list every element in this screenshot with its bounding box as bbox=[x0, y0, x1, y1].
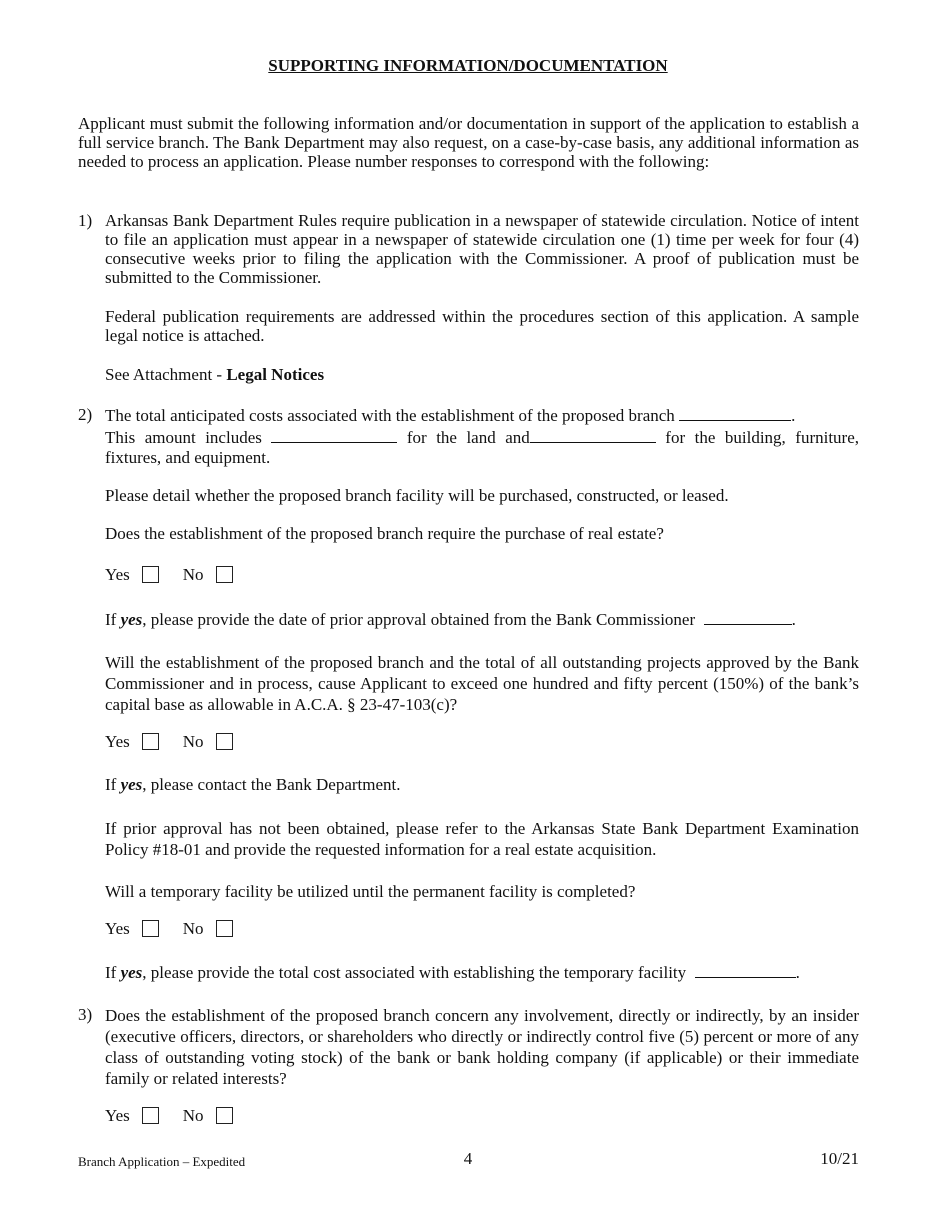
exceed-capital-question: Will the establishment of the proposed branch and the total of all outstanding projects approved by the Bank Commissioner and in process, cause Applicant to exceed one hundred and fifty percent (150%) of the bank’s capital base as allowable in A.C.A. § 23-47-103(c)? bbox=[105, 653, 859, 714]
temporary-facility-no-checkbox[interactable] bbox=[216, 920, 233, 937]
item-2-includes-line bbox=[105, 427, 859, 447]
temporary-cost-line bbox=[105, 962, 859, 982]
temporary-cost-period: . bbox=[795, 963, 800, 982]
no-label: No bbox=[182, 731, 204, 751]
prior-approval-period: . bbox=[791, 610, 796, 629]
exceed-capital-yes-no bbox=[105, 731, 233, 751]
total-cost-blank[interactable] bbox=[679, 405, 791, 421]
building-cost-blank[interactable] bbox=[530, 427, 656, 443]
attachment-name: Legal Notices bbox=[226, 365, 325, 384]
yes-emphasis: yes bbox=[120, 963, 143, 982]
building-text: for the building, furniture, bbox=[665, 428, 860, 447]
insider-involvement-yes-checkbox[interactable] bbox=[142, 1107, 159, 1124]
prior-approval-text: , please provide the date of prior approval obtained from the Bank Commissioner bbox=[142, 610, 696, 629]
real-estate-yes-no bbox=[105, 564, 233, 584]
contact-department-line bbox=[105, 775, 859, 794]
yes-label: Yes bbox=[105, 731, 130, 751]
prior-approval-line bbox=[105, 609, 859, 629]
prior-approval-not-obtained-text: If prior approval has not been obtained, please refer to the Arkansas State Bank Department Examination Policy #18-01 and provide the requested information for a real estate acquisition. bbox=[105, 819, 859, 859]
item-1-publication-paragraph: Arkansas Bank Department Rules require publication in a newspaper of statewide circulation. Notice of intent to file an application must appear in a newspaper of statewide circulation one (1) time per week for four (4) consecutive weeks prior to filing the application with the Commissioner. A proof of publication must be submitted to the Commissioner. bbox=[105, 211, 859, 287]
footer-revision: 10/21 bbox=[820, 1149, 859, 1168]
item-1-attachment-line bbox=[105, 365, 859, 384]
attachment-prefix: See Attachment - bbox=[105, 365, 227, 384]
exceed-capital-yes-checkbox[interactable] bbox=[142, 733, 159, 750]
yes-label: Yes bbox=[105, 564, 130, 584]
facility-detail-text: Please detail whether the proposed branch facility will be purchased, constructed, or leased. bbox=[105, 486, 729, 505]
real-estate-question: Does the establishment of the proposed branch require the purchase of real estate? bbox=[105, 524, 664, 543]
item-1-number: 1) bbox=[78, 211, 93, 230]
temporary-cost-blank[interactable] bbox=[695, 962, 796, 978]
land-cost-blank[interactable] bbox=[271, 427, 397, 443]
real-estate-no-checkbox[interactable] bbox=[216, 566, 233, 583]
if-word: If bbox=[105, 775, 121, 794]
temporary-facility-question: Will a temporary facility be utilized until the permanent facility is completed? bbox=[105, 882, 636, 901]
yes-emphasis: yes bbox=[120, 610, 143, 629]
temporary-facility-yes-no bbox=[105, 918, 233, 938]
if-word: If bbox=[105, 610, 121, 629]
insider-involvement-yes-no bbox=[105, 1105, 233, 1125]
no-label: No bbox=[182, 564, 204, 584]
fixtures-text: fixtures, and equipment. bbox=[105, 448, 271, 467]
if-word: If bbox=[105, 963, 121, 982]
page-title: SUPPORTING INFORMATION/DOCUMENTATION bbox=[268, 56, 668, 75]
item-3-number: 3) bbox=[78, 1005, 93, 1024]
insider-involvement-no-checkbox[interactable] bbox=[216, 1107, 233, 1124]
exceed-capital-no-checkbox[interactable] bbox=[216, 733, 233, 750]
item-2-number: 2) bbox=[78, 405, 93, 424]
no-label: No bbox=[182, 1105, 204, 1125]
includes-text: This amount includes bbox=[105, 428, 262, 447]
footer-page-number: 4 bbox=[463, 1149, 473, 1168]
temporary-facility-yes-checkbox[interactable] bbox=[142, 920, 159, 937]
item-1-federal-paragraph: Federal publication requirements are addressed within the procedures section of this application. A sample legal notice is attached. bbox=[105, 307, 859, 345]
insider-involvement-question: Does the establishment of the proposed branch concern any involvement, directly or indirectly, by an insider (executive officers, directors, or shareholders who directly or indirectly control five (5) percent or more of any class of outstanding voting stock) of the bank or bank holding company (if applicable) or their immediate family or related interests? bbox=[105, 1006, 859, 1088]
yes-emphasis: yes bbox=[120, 775, 143, 794]
prior-approval-date-blank[interactable] bbox=[704, 609, 792, 625]
item-2-cost-line bbox=[105, 405, 859, 425]
contact-text: , please contact the Bank Department. bbox=[142, 775, 401, 794]
intro-paragraph: Applicant must submit the following information and/or documentation in support of the application to establish a full service branch. The Bank Department may also request, on a case-by-case basis, any additional information as needed to process an application. Please number responses to correspond with the following: bbox=[78, 114, 859, 171]
no-label: No bbox=[182, 918, 204, 938]
total-cost-text: The total anticipated costs associated with the establishment of the proposed branch bbox=[105, 406, 675, 425]
land-text: for the land and bbox=[406, 428, 530, 447]
temporary-cost-text: , please provide the total cost associated with establishing the temporary facility bbox=[142, 963, 687, 982]
yes-label: Yes bbox=[105, 1105, 130, 1125]
total-cost-period: . bbox=[791, 406, 796, 425]
real-estate-yes-checkbox[interactable] bbox=[142, 566, 159, 583]
footer-form-name: Branch Application – Expedited bbox=[78, 1154, 246, 1169]
yes-label: Yes bbox=[105, 918, 130, 938]
